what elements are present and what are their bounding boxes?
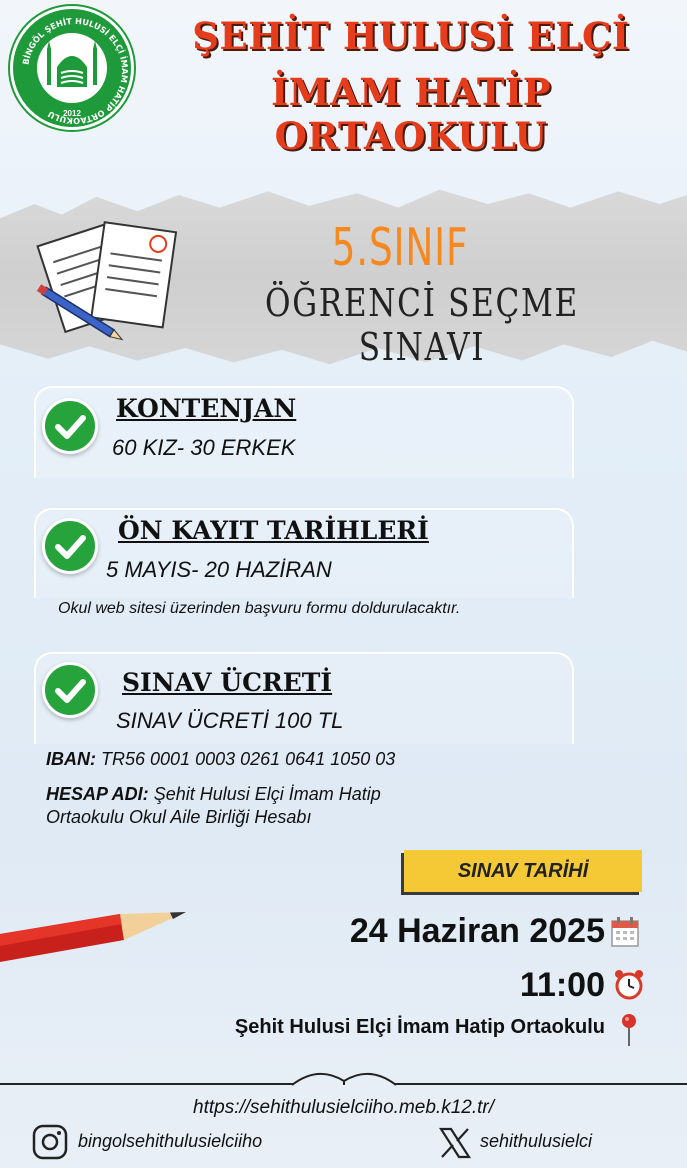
school-website-link[interactable]: https://sehithulusielciiho.meb.k12.tr/	[193, 1097, 494, 1118]
pre-registration-title: ÖN KAYIT TARİHLERİ	[118, 516, 429, 545]
account-label: HESAP ADI:	[46, 784, 149, 804]
exam-papers-icon	[28, 212, 218, 342]
pin-icon	[618, 1012, 640, 1048]
fee-value: SINAV ÜCRETİ 100 TL	[116, 708, 344, 733]
svg-text:BİNGÖL ŞEHİT HULUSİ ELÇİ İMAM: BİNGÖL ŞEHİT HULUSİ ELÇİ İMAM HATİP ORTAOKULU	[20, 15, 131, 127]
checkmark-icon	[42, 398, 98, 454]
pencil-icon	[0, 900, 196, 970]
iban-label: IBAN:	[46, 749, 96, 769]
pre-registration-dates: 5 MAYIS- 20 HAZİRAN	[106, 557, 332, 582]
instagram-icon[interactable]	[32, 1124, 68, 1160]
school-logo	[10, 6, 134, 130]
exam-name-heading: ÖĞRENCİ SEÇME SINAVI	[265, 281, 579, 369]
exam-time: 11:00	[519, 966, 605, 1004]
account-line1	[46, 784, 381, 805]
alarm-clock-icon	[612, 968, 646, 1002]
account-name-part2: Ortaokulu Okul Aile Birliği Hesabı	[46, 807, 312, 827]
quota-value: 60 KIZ- 30 ERKEK	[112, 435, 296, 460]
mosque-icon	[37, 33, 107, 103]
quota-card	[34, 386, 574, 478]
iban-value: TR56 0001 0003 0261 0641 1050 03	[101, 749, 396, 769]
quota-title: KONTENJAN	[116, 394, 297, 423]
exam-venue: Şehit Hulusi Elçi İmam Hatip Ortaokulu	[234, 1016, 605, 1038]
school-title-line1: ŞEHİT HULUSİ ELÇİ	[192, 14, 630, 58]
pre-registration-note: Okul web sitesi üzerinden başvuru formu doldurulacaktır.	[58, 600, 461, 617]
school-title-line2: İMAM HATİP ORTAOKULU	[270, 70, 552, 158]
x-handle[interactable]: sehithulusielci	[480, 1131, 593, 1151]
x-logo-icon[interactable]	[438, 1126, 472, 1160]
checkmark-icon	[42, 518, 98, 574]
book-divider-icon	[288, 1063, 400, 1089]
account-name-part1: Şehit Hulusi Elçi İmam Hatip	[153, 784, 381, 804]
iban-line	[46, 749, 395, 770]
grade-heading: 5.SINIF	[331, 218, 469, 278]
logo-emblem	[37, 33, 107, 103]
checkmark-icon	[42, 662, 98, 718]
calendar-icon	[610, 916, 640, 948]
fee-title: SINAV ÜCRETİ	[122, 668, 333, 697]
exam-date-tag: SINAV TARİHİ	[404, 850, 642, 892]
exam-date: 24 Haziran 2025	[349, 912, 605, 950]
instagram-handle[interactable]: bingolsehithulusielciiho	[78, 1131, 263, 1151]
logo-year: 2012	[63, 109, 81, 118]
